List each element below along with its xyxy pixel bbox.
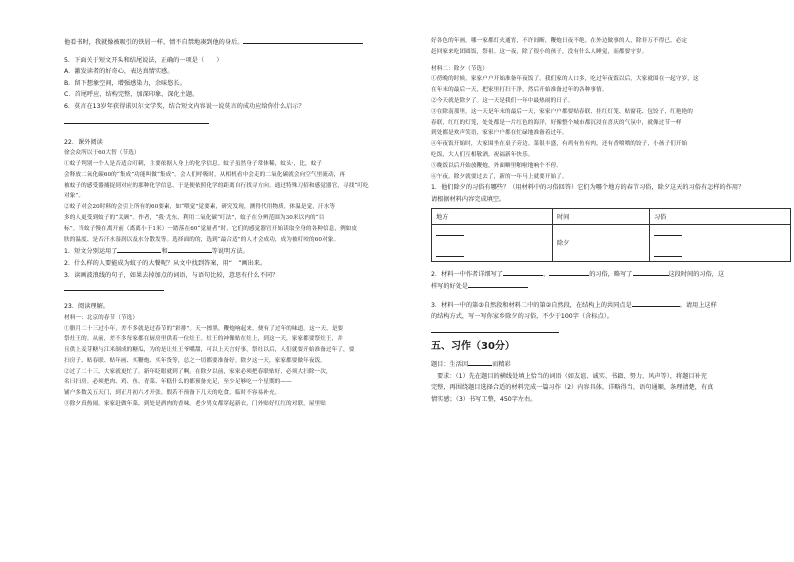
passage-line: ③在除南那里，这一天是年末的最后一天，家家户户都要贴春联、挂红灯笼、贴窗花、包饺子，红艳艳的 [431, 108, 693, 115]
passage-line: ③除夕真热闹。家家赶做年菜，到处是酒肉的香味。老少男女都穿起新衣，门外贴好红红的对联，屋里贴 [64, 401, 326, 408]
passage-line: 好各色的年画，哪一家都灯火通宵，不许间断，鞭炮日夜不绝。在外边做事的人，除非万不得已，必定 [431, 38, 688, 44]
place-cell[interactable] [432, 224, 553, 261]
answer-line[interactable] [431, 328, 559, 333]
passage-line: 会释放二氧化碳60的“集成”功能叫做“集成”。会人们呼吸时，从相机看中会走的二氧化碳就会向空气里流动，再 [64, 171, 346, 178]
answer-blank[interactable] [654, 229, 682, 236]
question-3-cont: 的结构方式，写一写你家乡除夕的习俗，不少于100字（含标点）。 [431, 313, 613, 321]
answer-blank[interactable] [436, 229, 464, 236]
question-2-cont [431, 280, 791, 293]
passage-line: 多的人更受到蚊子的“关顾”。作者，“我·尤东，利用二氧化碳“叮法”，蚊子在分辨范围为30米以内的“目 [64, 214, 325, 221]
question-22-2: 2．什么样的人要能成为蚊子的大餐呢？从文中找到答案，用“ ”画出来。 [64, 259, 267, 267]
question-1-instruction: 请根据材料内容完成填空。 [431, 195, 506, 203]
passage-line: 肤的温度、是否汗水湿润以及水分散发等。选择面的的，选到“最合适”的人才会成功，成为被叮咬的60对象。 [64, 236, 340, 243]
essay-requirement: 要求：（1）先在题目的横线处填上恰当的词语（如友谊、诚实、书籍、努力、风声等），将题目补充 [437, 372, 707, 380]
passage-line: 扫房子、贴春联、贴年画、买鞭炮、买年货等，总之一切都要准备好。除夕这一天，家家都要做年夜饭。 [64, 357, 326, 364]
text: 题目：生活因 [431, 360, 469, 368]
text: 3．材料一中的第③自然段和材料二中的第②自然段，在结构上的共同点是 [431, 301, 632, 309]
option-c: C．首尾呼应，结构完整，加深印象，深化主题。 [64, 91, 199, 99]
answer-blank[interactable] [468, 280, 528, 288]
answer-blank[interactable] [632, 299, 680, 307]
question-2 [431, 268, 791, 281]
section-5-title: 五、习作（30分） [431, 340, 515, 352]
question-5: 5．下面关于短文开头和结尾说法，正确的一项是（ ） [64, 56, 223, 64]
passage-line: 到处都是欢声笑语，家家户户都在忙碌地准备着过年。 [431, 130, 568, 137]
passage-line: ①傍晚的时候，家家户户开始准备年夜饭了。我们家的人口多，吃过年夜饭以后，大家就围在一起守岁，这 [431, 76, 699, 83]
material-title: 材料一：北京的春节（节选） [64, 314, 139, 321]
question-22-1 [64, 245, 420, 258]
answer-blank[interactable] [549, 268, 589, 276]
question-3 [431, 299, 791, 312]
passage-line: 名曰扫房。必须把肉、鸡、鱼、青菜、年糕什么的都预备充足，至少足够吃一个星期的—— [64, 379, 292, 386]
text: 。请用上这样 [679, 301, 717, 309]
text: 样写的好处是 [431, 283, 469, 291]
passage-line: 春联，红红的灯笼，处处都是一片红色的海洋，好像整个城市都沉浸在喜庆的气氛中，就像过节一样 [431, 119, 682, 126]
passage-line: ②今天就是除夕了。这一天是我们一年中最热闹的日子。 [431, 97, 574, 104]
text: 这段时间的习俗，这 [668, 270, 725, 278]
time-cell: 除夕 [553, 224, 650, 261]
section-22-title: 22．课外阅读 [64, 138, 103, 146]
essay-requirement: 完整，再围绕题目选择合适的材料完成一篇习作（2）内容具体，详略得当，语句通顺，条理清楚，有真 [431, 384, 714, 392]
custom-table [431, 208, 791, 262]
text: 他看书时，我就像被吸引的铁屑一样，情不自禁地凑到他的身后。 [64, 39, 244, 46]
question-1: 1．他们除夕的习俗有哪些？（用材料中的习俗回答）它们为哪个地方的春节习俗，除夕这天的习俗有怎样的作用？ [431, 184, 745, 192]
essay-topic [431, 358, 791, 371]
table-header-custom: 习俗 [650, 208, 791, 224]
answer-blank[interactable] [503, 268, 543, 276]
answer-blank[interactable] [633, 268, 669, 276]
text: 的习俗，略写了 [589, 270, 633, 278]
passage-line: ②过了二十三，大家就更忙了。新年眨眼就到了啊。在除夕以前，家家必须把春联贴好，必须大扫除一次， [64, 368, 332, 375]
right-column [431, 36, 791, 405]
table-header-place: 地方 [432, 208, 553, 224]
question-22-3: 3．读画波浪线的句子，如果去掉加点的词语，与语句比较，意思有什么不同？ [64, 271, 279, 279]
text: 1．短文分别运用了 [64, 248, 118, 256]
text-line [64, 36, 420, 49]
answer-line[interactable] [64, 119, 209, 124]
passage-line: 对象”。 [64, 193, 85, 200]
essay-requirement: 情实感；（3）书写工整，450字左右。 [431, 395, 537, 403]
text: 等说明方法。 [211, 248, 249, 256]
table-row [432, 224, 791, 261]
text: 2．材料一中作者详细写了 [431, 270, 503, 278]
text: 和 [161, 248, 168, 256]
answer-blank[interactable] [436, 250, 464, 257]
passage-line: ④年夜饭开始时，大家围坐在桌子旁边。菜很丰盛，有鸡有鱼有肉，还有香喷喷的饺子，小孩子们开始 [431, 141, 688, 148]
option-b: B．留下想象空间，增强感染力，余味悠长。 [64, 79, 186, 87]
passage-line: ①蚊子判别一个人是否适合叮刺，主要依据人身上的化学信息。蚊子虽然身子常体稀，蚊头·，比，蚊子 [64, 160, 323, 167]
passage-line: 祭灶王的。从前，差不多每家都在厨房里供着一位灶王。灶王的神像贴在灶上，到这一天，家家都要祭灶王，并 [64, 336, 343, 343]
passage-line: ⑥午夜，除夕就要过去了，新的一年马上就要开始了。 [431, 173, 568, 180]
passage-line: ⑤晚饭以后开始放鞭炮，外面噼里啪啦地响个不停。 [431, 162, 562, 169]
text: 、 [543, 270, 550, 278]
option-a: A．激发读者的好奇心，表达真情实感。 [64, 68, 174, 76]
passage-line: ①腊月二十三过小年，差不多就是过春节的“彩排”。天一擦黑，鞭炮响起来，便有了过年的味道。这一天，是要 [64, 325, 344, 332]
table-header-time: 时间 [553, 208, 650, 224]
material-title: 材料二：除夕（节选） [431, 65, 488, 72]
passage-line: 吃饭，大人们互相敬酒，祝福新年快乐。 [431, 151, 534, 158]
passage-line: 标”。当蚊子慢在离开前（离离小于1米）一踏落在60“觉量者”时，它们的感觉器官开始读取全身的各种信息，例如皮 [64, 225, 358, 232]
passage-line: 铺户多数关五天门，到正月初六才开张。假若不预备下几天的吃食，临时不容易补充。 [64, 390, 281, 397]
passage-line: 被蚊子的感受器捕捉到对应的那种化学信息，于是便依照化学的距离自行找寻方向。通过特殊刀招和感觉器官，寻找“叮吃 [64, 182, 369, 189]
answer-blank[interactable] [654, 250, 682, 257]
passage-title: 徐会众所以于60大智（节选） [64, 150, 140, 157]
left-column [64, 36, 420, 410]
section-23-title: 23．阅读理解。 [64, 303, 109, 311]
passage-line: 且供上麦芽糖与江米制成的糖瓜，为的是让灶王爷嘴甜，可以上天言好事。祭灶以后，人们就要开始准备过年了，要 [64, 347, 355, 354]
answer-line[interactable] [64, 286, 164, 291]
text: 而精彩 [492, 360, 511, 368]
answer-blank[interactable] [168, 245, 212, 253]
question-6: 6．莫言在13岁年获得诺贝尔文学奖，结合短文内容说一说莫言的成功应给你什么启示？ [64, 102, 305, 110]
table-header-row [432, 208, 791, 224]
passage-line: ②蚊子对会20时料的会引上所有的60要素，如“喂觉”觉要素，研究发现，测得代用物质，体温是觉，汗水等 [64, 204, 336, 211]
custom-cell[interactable] [650, 224, 791, 261]
passage-line: 赶回家来吃团圆饭，祭祖。这一夜，除了很小的孩子，没有什么人睡觉，而都要守岁。 [431, 48, 648, 55]
answer-blank[interactable] [117, 245, 161, 253]
topic-blank[interactable] [468, 358, 492, 366]
answer-blank[interactable] [243, 36, 363, 44]
passage-line: 在年末的最后一天，把家里打扫干净，然后开始准备过年的各种事情。 [431, 87, 608, 94]
